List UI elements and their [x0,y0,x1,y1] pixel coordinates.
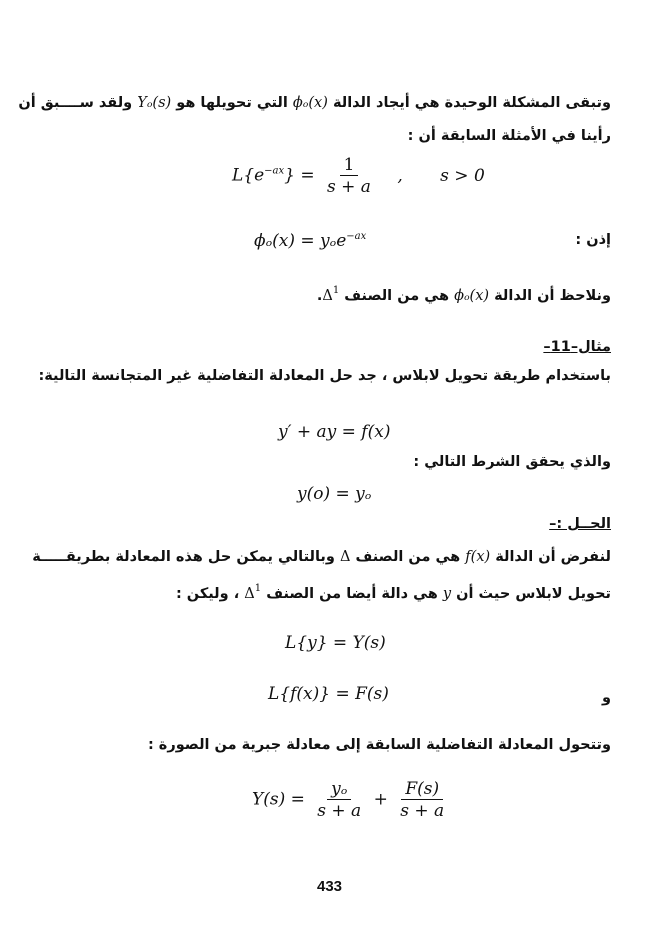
paragraph-line-4: باستخدام طريقة تحويل لابلاس ، جد حل المعادلة التفاضلية غير المتجانسة التالية: [38,368,611,384]
equation-phi-o [254,226,366,252]
text-segment: هي من الصنف [344,288,450,304]
math-y: y [442,586,452,602]
eq-text: ϕₒ(x) = yₒe [254,231,347,251]
math-delta: $\Delta^1$ [322,285,340,304]
math-phi-o-x: ϕₒ(x) [454,288,490,304]
text-segment: هي من الصنف [355,549,461,565]
conjunction-and: و [601,690,611,706]
paragraph-line-1 [18,93,611,113]
text-segment: التي تحويلها هو [176,95,288,111]
eq-exponent: −ax [346,231,367,242]
math-delta: Δ [339,549,351,565]
math-Yo-s: Yₒ(s) [137,95,172,111]
text-segment: رأينا في الأمثلة السابقة أن : [407,128,611,144]
eq-plus: + [373,789,388,810]
math-delta: $\Delta^1$ [244,583,262,602]
math-f-x: f(x) [465,549,491,565]
paragraph-line-7 [176,579,611,604]
fraction-numerator: F(s) [401,780,443,800]
paragraph-line-6 [32,547,611,567]
text-segment: هي دالة أيضا من الصنف [266,586,438,602]
eq-lhs: Y(s) = [252,789,305,810]
text-segment: لنفرض أن الدالة [495,549,611,565]
text-segment: وتبقى المشكلة الوحيدة هي أيجاد الدالة [332,95,611,111]
fraction-1 [313,780,365,820]
math-phi-o-x: ϕₒ(x) [292,95,328,111]
text-segment: ، وليكن : [175,586,240,602]
text-segment: ولقد ســــبق أن [18,95,133,111]
eq-lhs: L{e [232,165,265,186]
text-segment: ونلاحظ أن الدالة [494,288,611,304]
fraction-numerator: 1 [340,156,359,176]
eq-exponent: −ax [264,165,285,177]
paragraph-line-2 [408,126,611,146]
equation-initial-condition: y(o) = yₒ [297,484,372,504]
equation-ode: y′ + ay = f(x) [278,422,391,442]
eq-rhs: } = [284,165,315,186]
fraction-denominator: s + a [327,177,371,197]
label-therefore: إذن : [575,232,611,248]
equation-Y-s [252,780,451,820]
fraction-denominator: s + a [317,801,362,821]
paragraph-line-5: والذي يحقق الشرط التالي : [413,454,611,470]
paragraph-line-3 [317,281,611,306]
eq-condition: s > 0 [440,165,485,186]
solution-heading: الحــل :– [549,516,611,532]
fraction-2 [396,780,448,820]
text-segment: تحويل لابلاس حيث أن [456,586,611,602]
fraction-denominator: s + a [400,801,445,821]
eq-comma: , [397,165,403,186]
example-heading: مثال–11– [543,339,611,355]
page-number: 433 [316,878,343,895]
equation-laplace-y: L{y} = Y(s) [285,633,386,653]
fraction [323,156,375,196]
equation-laplace-f: L{f(x)} = F(s) [268,684,389,704]
equation-laplace-exp [232,156,485,196]
paragraph-line-8: وتتحول المعادلة التفاضلية السابقة إلى معادلة جبرية من الصورة : [147,737,611,753]
text-segment: وبالتالي يمكن حل هذه المعادلة بطريقـــــة [32,549,335,565]
text-period: . [316,288,323,304]
fraction-numerator: yₒ [327,780,351,800]
